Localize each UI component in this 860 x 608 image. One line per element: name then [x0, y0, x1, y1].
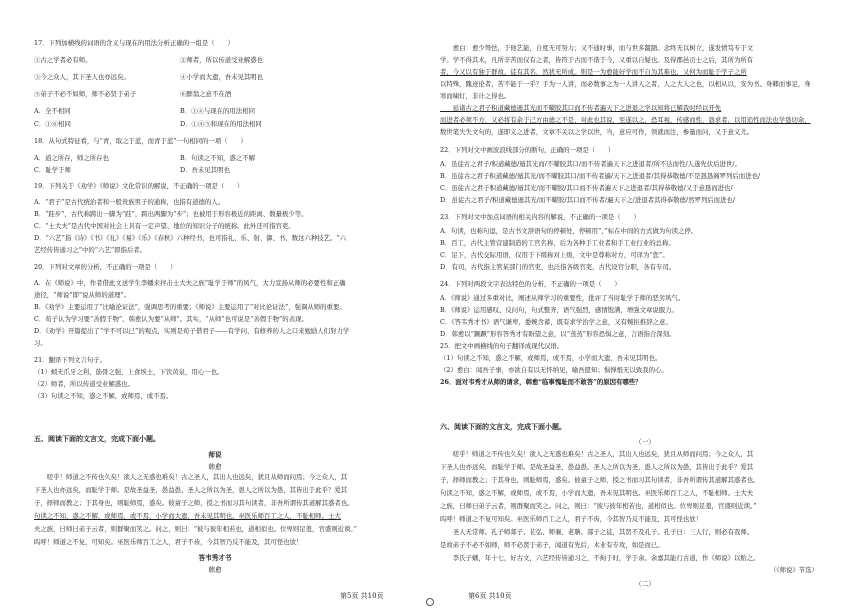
q20-line: 习。 [34, 339, 47, 347]
passage-line: 句读之不知，惑之不解，或师焉，或不焉，小学而大遗，吾未见其明也。巫医乐师百工之人，不耻相师。士大夫 [440, 489, 754, 497]
q18-option: B．句读之不知，惑之不解 [180, 154, 255, 162]
q21-line: （2）师者，所以传道受业解惑也。 [34, 380, 134, 388]
q23-line: C．足下，古代交际用语，仅用于下级称对上级，文中是尊称对方，可译为“您”。 [440, 251, 669, 259]
q24-line: C．《答韦秀才书》语气谦卑，委婉含蓄，既有求学治学之意，又有婉拒推辞之意。 [440, 318, 672, 326]
passage-line: 夫之族，曰师曰弟子云者，则群聚而笑之。问之，则曰：“彼与彼年相若也，道相似也。位卑则足羞，官盛则近谀。” [34, 525, 357, 533]
passage-line: 是故弟子不必不如师，师不必贤于弟子，闻道有先后，术业有专攻，如是而已。 [440, 541, 664, 549]
q25-stem: 25．把文中画横线的句子翻译成现代汉语。 [440, 342, 564, 350]
q21-line: （1）蚓无爪牙之利，筋骨之强，上食埃土，下饮黄泉，用心一也。 [34, 368, 224, 376]
passage-line: 圣人无常师。孔子师郯子、苌弘、师襄、老聃。郯子之徒，其贤不及孔子。孔子曰：三人行，则必有我师。 [440, 528, 754, 536]
q24-line: A．《师说》通过多重对比，阐述从师学习的重要性，批评了当时耻学于师的恶劣风气。 [440, 294, 685, 302]
q17-item: ②师者，所以传道受业解惑也 [180, 56, 264, 64]
passage-title: 师说 [208, 451, 222, 459]
passage-line: 下圣人也亦远矣，而耻学于师。是故圣益圣，愚益愚。圣人之所以为圣，愚人之所以为愚，其皆出于此乎？爱其 [440, 463, 754, 471]
q17-option: B．①④与现在的用法相同 [180, 107, 255, 115]
q17-item: ⑤弟子不必不如师，师不必贤于弟子 [34, 90, 137, 98]
q17-item: ④小学而大遗，吾未见其明也 [180, 73, 264, 81]
q23-stem: 23．下列对文中加点词语的相关内容的解说，不正确的一项是（ ） [440, 213, 640, 221]
q19-stem: 19．下列关于《劝学》《师说》文化常识的解说，不正确的一项是（ ） [34, 182, 244, 190]
q23-line: D．有司，古代指主管某部门的官吏，也泛指各级官吏，古代设官分职，各有专司。 [440, 263, 676, 271]
passage-part-label: （一） [635, 438, 655, 446]
passage-author: 韩愈 [208, 566, 222, 574]
passage-line: 学。学不得其术，凡所辛苦而仅有之者，皆符于古而不谐于今，又重以自疑也。及得郡邑贡士之后，其所为所有 [440, 56, 754, 64]
passage-line: 数世笔失失文句的，遂即义之进者，文章不关以之学以世，当，意应可作，领就而注，参量而问，又于意义尤。 [440, 128, 754, 136]
passage-line: 呜呼！师道之不复可知矣。巫医乐师百工之人，君子不齿，今其智乃反不能及，其可怪也欤！ [440, 515, 703, 523]
q19-line: D．“六艺”指《诗》《书》《礼》《易》《乐》《春秋》六种经书，也可指礼、乐、射、御、书、数这六种技艺。“六 [34, 234, 347, 242]
q24-line: D．韩愈以“蹶蹶”形容答秀才有盼望之意，以“蒸蒸”形容恐惧之意，言语指合深刻。 [440, 330, 676, 338]
q20-line: C．荀子认为学习要“善假于物”，韩愈认为要“从师”。其实，“从师”也可说是“善假于物”的表现。 [34, 315, 308, 323]
passage-line: 李氏子蟠，年十七，好古文，六艺经传皆通习之，不拘于时，学于余。余嘉其能行古道，作《师说》以贻之。 [440, 554, 760, 562]
page-number: 第5页 共10页 [340, 592, 384, 600]
q22-line: D．虽徒古之君子/积道藏德遁其光/而不曜胶/其口而不传者/遍天下之/进退者其得恭敬德/然罗列后而进也/ [440, 196, 735, 204]
passage-line: 句读之不知，惑之不解，或师焉，或不焉，小学而大遗，吾未见其明也。巫医乐师百工之人，不耻相师。士大 [34, 512, 341, 520]
q19-line: A．“君子”是古代统治者和一般贵族男子的通称，也指有道德的人。 [34, 198, 225, 206]
q18-option: A．道之所存，师之所存也 [34, 154, 109, 162]
q20-line: 途径，“师说”即“说从师的道理”。 [34, 291, 131, 299]
passage-line: 愈白：愈少驽怯，于他艺能，自度无可努力；又不通时事，而与世多龃龉。念终无以树立，遂发愤笃专于文 [440, 44, 754, 52]
q17-stem: 17．下列加横线的词语的含义与现在的用法分析正确的一组是（ ） [34, 39, 234, 47]
q17-item: ①古之学者必有师。 [34, 56, 92, 64]
passage-line: 子，择师而教之；于其身也，则耻师焉，惑矣。彼童子之师，授之书而习其句读者，非吾所谓传其道解其惑者也。 [440, 476, 760, 484]
passage-line: 嗟乎！师道之不传也久矣！欲人之无惑也难矣！古之圣人，其出人也远矣，犹且从师而问焉；今之众人，其 [34, 473, 348, 481]
passage-author: 韩愈 [208, 463, 222, 471]
passage-line: 寒而啸灯，非计之得也。 [440, 92, 511, 100]
passage-line: 嗟乎！师道之不传也久矣！欲人之无惑也难矣！古之圣人，其出人也远矣，犹且从师而问焉；今之众人，其 [440, 450, 754, 458]
q23-line: B．百工，古代主管营建制造的工官名称，后为各种手工业者和手工业行业的总称。 [440, 239, 675, 247]
q17-item: ⑥醉翁之意不在酒 [180, 90, 232, 98]
q20-line: B．《劝学》主要运用了“比喻论证法”，强调思考的重要；《师说》主要运用了“对比论证法”，强调从师的重要。 [34, 303, 346, 311]
passage-line: 子，择师而教之；于其身也，则耻师焉，惑矣。彼童子之师，授之书而习其句读者，非吾所谓传其道解其惑者也。 [34, 499, 354, 507]
q18-option: C．耻学于师 [34, 166, 71, 174]
q19-line: C．“士大夫”是古代中国对社会上具有一定声望、地位的知识分子的统称。此外还可指官吏。 [34, 222, 295, 230]
passage-title: 答韦秀才书 [198, 554, 232, 562]
passage-source: （《师说》节选） [770, 566, 818, 574]
section-heading: 六、阅读下面的文言文，完成下面小题。 [440, 422, 566, 431]
passage-line: 呜呼！师道之不复，可知矣。巫医乐师百工之人，君子不齿，今其智乃反不能及，其可怪也欤！ [34, 538, 303, 546]
passage-line: 者，今又以有独于群故，徒有其名，然犹无所成。则是一为愈能好学而不自为其难也，又何为而耻于学子之所 [440, 68, 747, 76]
q22-line: B．虽徒古之君子积道藏德/遁其光/而不曜胶其口/而不传者遍/天下之进退者/其得恭敬德/不是恳恳阁罗列后而进也/ [440, 172, 761, 180]
q23-line: A．句读，也称句逗，是古书文辞语句的停顿处，停顿用“、”标在中间的方式做为句读之停。 [440, 227, 698, 235]
q21-line: （3）句读之不知，惑之不解，或师焉，或不焉。 [34, 392, 173, 400]
passage-line: 延诸古之君子积道藏德遁其光而不曜胶其口而不传者遍天下之进退之学以知将已解我时经以开先 [440, 104, 722, 112]
q20-stem: 20．下列对文章的分析，不正确的一项是（ ） [34, 263, 177, 271]
q20-line: A．在《师说》中，作者借此文送学生李蟠来抨击士大夫之族“耻学于师”的风气，大力宣扬从师的必要性和正确 [34, 279, 346, 287]
q19-line: 艺经传皆通习之”中的“六艺”即指后者。 [34, 246, 147, 254]
q18-option: D．吾未见其明也 [180, 166, 230, 174]
passage-line: 之族，曰师曰弟子云者，则群聚而笑之。问之，则曰：“彼与彼年相若也，道相似也。位卑则足羞，官盛则近谀。” [440, 502, 757, 510]
q17-option: C．①⑥相同 [34, 120, 71, 128]
passage-line: 以特殊，隗迹论者，苦不能于一乎？手为一人讲，而必数事之为一人讲人之者，人之大人之也，以相从以，安为书。身卿而事足，身 [440, 80, 811, 88]
passage-part-label: （二） [635, 580, 655, 588]
q25-line: （2）愈白：闻吾子事，亦欲自有以无怀纳见，喻吾愿知；惧惮恨无以致我的心。 [440, 366, 668, 374]
q17-option: A．全不相同 [34, 107, 71, 115]
q17-option: D．①④⑤和现在的用法相同 [180, 120, 262, 128]
page-number: 第6页 共10页 [468, 592, 512, 600]
q24-stem: 24．下列对两段文字表达特色的分析，不正确的一项是（ ） [440, 280, 621, 288]
right-page [430, 0, 860, 608]
passage-line: 下圣人也亦远矣，而耻学于师。是故圣益圣，愚益愚。圣人之所以为圣，愚人之所以为愚，其皆出于此乎？爱其 [34, 486, 348, 494]
q21-stem: 21．翻译下列文言句子。 [34, 356, 107, 364]
q17-item: ③今之众人，其下圣人也亦远矣。 [34, 73, 130, 81]
q22-stem: 22．下列对文中画波浪线部分的断句，正确的一项是（ ） [440, 146, 615, 154]
q20-line: D．《劝学》开篇提出了“学不可以已”的观点，实则是荀子借君子——有学问、有修养的人之口来勉励人们努力学 [34, 327, 350, 335]
q26-stem: 26．面对韦秀才从师的请求，韩愈“临事愧耻而不敢答”的原因有哪些？ [440, 378, 642, 386]
q24-line: B．《师说》运用感叹、反问句，句式整齐，语气强烈，感情饱满，增强文章说服力。 [440, 306, 678, 314]
passage-line: 而进者必须不方，又必将有余于己方由德之不是，对此也其说，至遂以之，恐耳视，传感而性，恳求者，以用追性而法也学恳切余， [440, 116, 811, 124]
q18-stem: 18．从句式特征看，与“青，取之于蓝，而青于蓝”一句相同的一项（ ） [34, 137, 247, 145]
q19-line: B．“跬步”，古代称跨出一脚为“跬”，跨出两脚为“步”；也被用于形容极近的距离、数量极少等。 [34, 210, 308, 218]
q25-line: （1）句读之不知，惑之不解，或师焉，或不焉，小学而大遗，吾未见其明也。 [440, 354, 662, 362]
q22-line: A．虽徒古之君子/积道藏德/遁其光而/不曜胶其口/而不传者遍天下之进退者/所不达而性/人遂先伏后进世/。 [440, 160, 741, 168]
q22-line: C．虽徒古之君子积道藏德/遁其光/而不曜胶/其口而不传者遍天下之进退者/其得恭敬德/又于意恳而进也/ [440, 184, 733, 192]
section-heading: 五、阅读下面的文言文，完成下面小题。 [34, 434, 160, 443]
